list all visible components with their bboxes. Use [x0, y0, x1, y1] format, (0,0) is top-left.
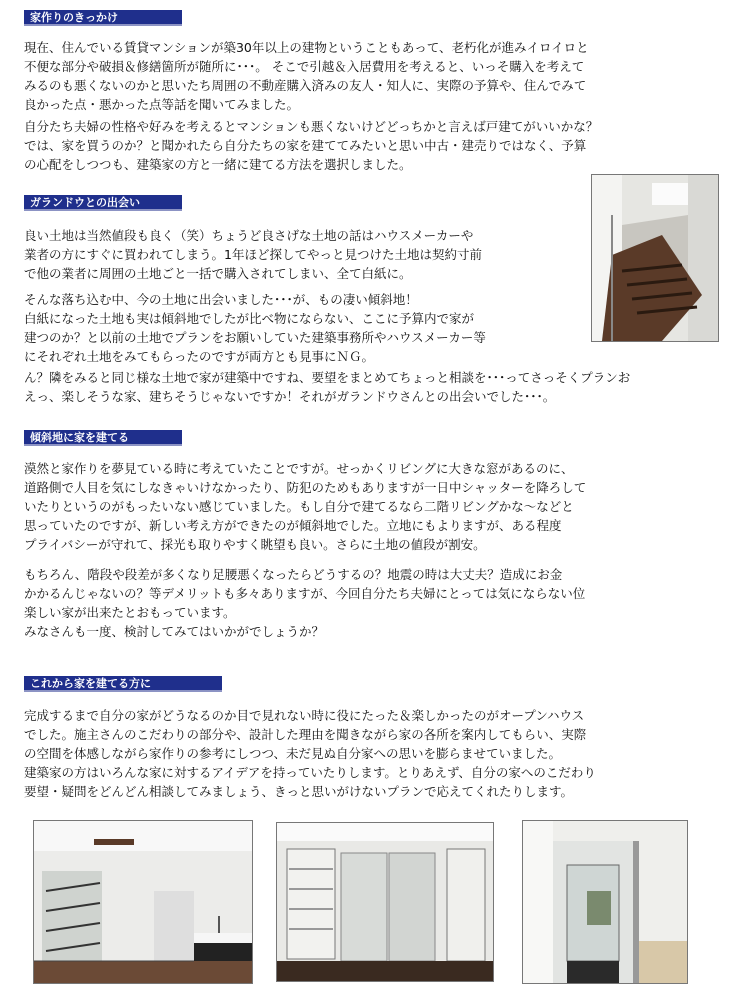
section-3-paragraph-1: 漠然と家作りを夢見ている時に考えていたことですが。せっかくリビングに大きな窓があるのに、 道路側で人目を気にしなきゃいけなかったり、防犯のためもありますが一日中シャッターを降ろして いたりというのがもったいない感じていました。もし自分で建てるなら二階リビングかな～などと 思っていたのですが、新しい考え方ができたのが傾斜地でした。立地にもよりますが、ある程度 プライバシーが守れて、採光も取りやすく眺望も良い。さらに土地の値段が割安。: [24, 461, 587, 552]
section-4-paragraph-1: 完成するまで自分の家がどうなるのか目で見れない時に役にたった＆楽しかったのがオープンハウス でした。施主さんのこだわりの部分や、設計した理由を聞きながら家の各所を案内してもらい、実際 の空間を体感しながら家作りの参考にしつつ、未だ見ぬ自分家への思いを膨らませていました。 建築家の方はいろんな家に対するアイデアを持っていたりします。とりあえず、自分の家へのこだわり 要望・疑問をどんどん相談してみましょう、きっと思いがけないプランで応えてくれたりします。: [24, 708, 596, 799]
section-3-paragraph-2: もちろん、階段や段差が多くなり足腰悪くなったらどうするの？地震の時は大丈夫？造成にお金 かかるんじゃないの？等デメリットも多々ありますが、今回自分たち夫婦にとっては気にならない位 楽しい家が出来たとおもっています。 みなさんも一度、検討してみてはいかがでしょうか？: [24, 567, 586, 639]
bathroom-photo: [522, 820, 688, 984]
section-2-paragraph-3: ん？隣をみると同じ様な土地で家が建築中ですね、要望をまとめてちょっと相談を･･･ってさっそくプランお えっ、楽しそうな家、建ちそうじゃないですか！それがガランドウさんとの出会いでした･･･。: [24, 370, 631, 404]
section-2-paragraph-1: 良い土地は当然値段も良く（笑）ちょうど良さげな土地の話はハウスメーカーや 業者の方にすぐに買われてしまう。1年ほど探してやっと見つけた土地は契約寸前 で他の業者に周囲の土地ごと一括で購入されてしまい、全て白紙に。: [24, 228, 482, 281]
section-1-paragraph-1: 現在、住んでいる賃貸マンションが築30年以上の建物ということもあって、老朽化が進みイロイロと 不便な部分や破損＆修繕箇所が随所に･･･。 そこで引越＆入居費用を考えると、いっそ購入を考えて みるのも悪くないのかと思いたち周囲の不動産購入済みの友人・知人に、実際の予算や、住んでみて 良かった点・悪かった点等話を聞いてみました。: [24, 40, 589, 112]
section-2-paragraph-2: そんな落ち込む中、今の土地に出会いました･･･が、もの凄い傾斜地！ 白紙になった土地も実は傾斜地でしたが比べ物にならない、ここに予算内で家が 建つのか？と以前の土地でプランをお願いしていた建築事務所やハウスメーカー等 にそれぞれ土地をみてもらったのですが両方とも見事にＮＧ。: [24, 292, 486, 364]
section-heading-4: これから家を建てる方に: [24, 676, 222, 692]
section-heading-1: 家作りのきっかけ: [24, 10, 182, 26]
section-1-paragraph-2: 自分たち夫婦の性格や好みを考えるとマンションも悪くないけどどっちかと言えば戸建てがいいかな？ では、家を買うのか？と聞かれたら自分たちの家を建ててみたいと思い中古・建売りではなく、予算 の心配をしつつも、建築家の方と一緒に建てる方法を選択しました。: [24, 119, 599, 172]
section-heading-3: 傾斜地に家を建てる: [24, 430, 182, 446]
stairwell-photo: [591, 174, 719, 342]
closet-doors-photo: [276, 822, 494, 982]
section-heading-2: ガランドウとの出会い: [24, 195, 182, 211]
living-room-photo: [33, 820, 253, 984]
